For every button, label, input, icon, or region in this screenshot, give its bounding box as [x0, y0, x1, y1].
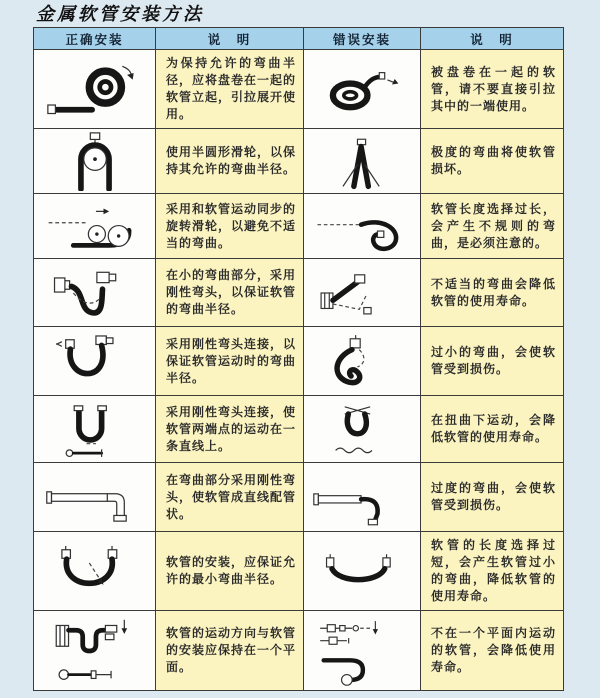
end-motion-straight-line-illustration: [43, 400, 147, 459]
correct-illustration-cell: [34, 532, 156, 611]
correct-illustration-cell: [34, 259, 156, 327]
too-short-shallow-bend-illustration: [312, 545, 412, 598]
table-row: [34, 327, 564, 396]
improper-bend-between-fittings-illustration: [312, 262, 412, 324]
wrong-illustration-cell: [304, 611, 421, 691]
table-header-row: [34, 28, 564, 50]
correct-illustration-cell: [34, 396, 156, 463]
wrong-illustration-cell: [304, 194, 421, 259]
table-row: [34, 259, 564, 327]
table-row: [34, 532, 564, 611]
header-description-2: 说 明: [421, 28, 564, 50]
header-wrong-install: 错误安装: [304, 28, 421, 50]
correct-description: 软管的安装，应保证允许的最小弯曲半径。: [156, 532, 304, 611]
coil-pulled-from-end-illustration: [312, 57, 412, 121]
wrong-description: 不适当的弯曲会降低软管的使用寿命。: [421, 259, 564, 327]
table-row: [34, 129, 564, 194]
table-row: [34, 396, 564, 463]
hose-over-pulley-illustration: [43, 131, 147, 191]
page-title: 金属软管安装方法: [36, 4, 204, 24]
header-correct-install: 正确安装: [34, 28, 156, 50]
correct-illustration-cell: [34, 50, 156, 129]
correct-illustration-cell: [34, 327, 156, 396]
correct-description: 软管的运动方向与软管的安装应保持在一个平面。: [156, 611, 304, 691]
wrong-illustration-cell: [304, 396, 421, 463]
wrong-illustration-cell: [304, 463, 421, 532]
rigid-elbow-moving-loop-illustration: [43, 332, 147, 391]
wrong-illustration-cell: [304, 327, 421, 396]
table-row: [34, 611, 564, 691]
installation-table: [33, 27, 564, 691]
excessive-end-bend-illustration: [312, 469, 412, 526]
rigid-elbow-small-bend-illustration: [43, 261, 147, 325]
header-description-1: 说 明: [156, 28, 304, 50]
correct-description: 在小的弯曲部分，采用刚性弯头，以保证软管的弯曲半径。: [156, 259, 304, 327]
correct-description: 为保持允许的弯曲半径，应将盘卷在一起的软管立起，引拉展开使用。: [156, 50, 304, 129]
wrong-illustration-cell: [304, 50, 421, 129]
correct-description: 采用刚性弯头连接，使软管两端点的运动在一条直线上。: [156, 396, 304, 463]
wrong-illustration-cell: [304, 259, 421, 327]
straight-piping-rigid-elbow-illustration: [43, 468, 147, 527]
wrong-description: 软管长度选择过长，会产生不规则的弯曲，是必须注意的。: [421, 194, 564, 259]
motion-in-one-plane-illustration: [43, 614, 147, 688]
table-row: [34, 463, 564, 532]
correct-description: 采用刚性弯头连接，以保证软管运动时的弯曲半径。: [156, 327, 304, 396]
synchronized-rotating-pulleys-illustration: [43, 200, 147, 253]
wrong-description: 被盘卷在一起的软管，请不要直接引拉其中的一端使用。: [421, 50, 564, 129]
out-of-plane-motion-illustration: [312, 614, 412, 687]
too-small-bend-curl-illustration: [312, 333, 412, 390]
wrong-description: 软管的长度选择过短，会产生软管过小的弯曲，降低软管的使用寿命。: [421, 532, 564, 611]
wrong-description: 过度的弯曲，会使软管受到损伤。: [421, 463, 564, 532]
correct-description: 采用和软管运动同步的旋转滑轮，以避免不适当的弯曲。: [156, 194, 304, 259]
irregular-loop-overlong-hose-illustration: [312, 201, 412, 252]
wrong-description: 极度的弯曲将使软管损坏。: [421, 129, 564, 194]
correct-illustration-cell: [34, 463, 156, 532]
correct-description: 在弯曲部分采用刚性弯头，使软管成直线配管状。: [156, 463, 304, 532]
minimum-bend-radius-u-illustration: [43, 544, 147, 599]
correct-illustration-cell: [34, 194, 156, 259]
correct-illustration-cell: [34, 129, 156, 194]
extreme-sharp-bend-illustration: [312, 132, 412, 190]
table-row: [34, 50, 564, 129]
motion-under-twist-illustration: [312, 401, 412, 458]
standing-coil-unrolled-illustration: [43, 56, 147, 122]
wrong-illustration-cell: [304, 532, 421, 611]
table-row: [34, 194, 564, 259]
wrong-description: 在扭曲下运动，会降低软管的使用寿命。: [421, 396, 564, 463]
correct-illustration-cell: [34, 611, 156, 691]
wrong-illustration-cell: [304, 129, 421, 194]
correct-description: 使用半圆形滑轮，以保持其允许的弯曲半径。: [156, 129, 304, 194]
wrong-description: 过小的弯曲，会使软管受到损伤。: [421, 327, 564, 396]
wrong-description: 不在一个平面内运动的软管，会降低使用寿命。: [421, 611, 564, 691]
